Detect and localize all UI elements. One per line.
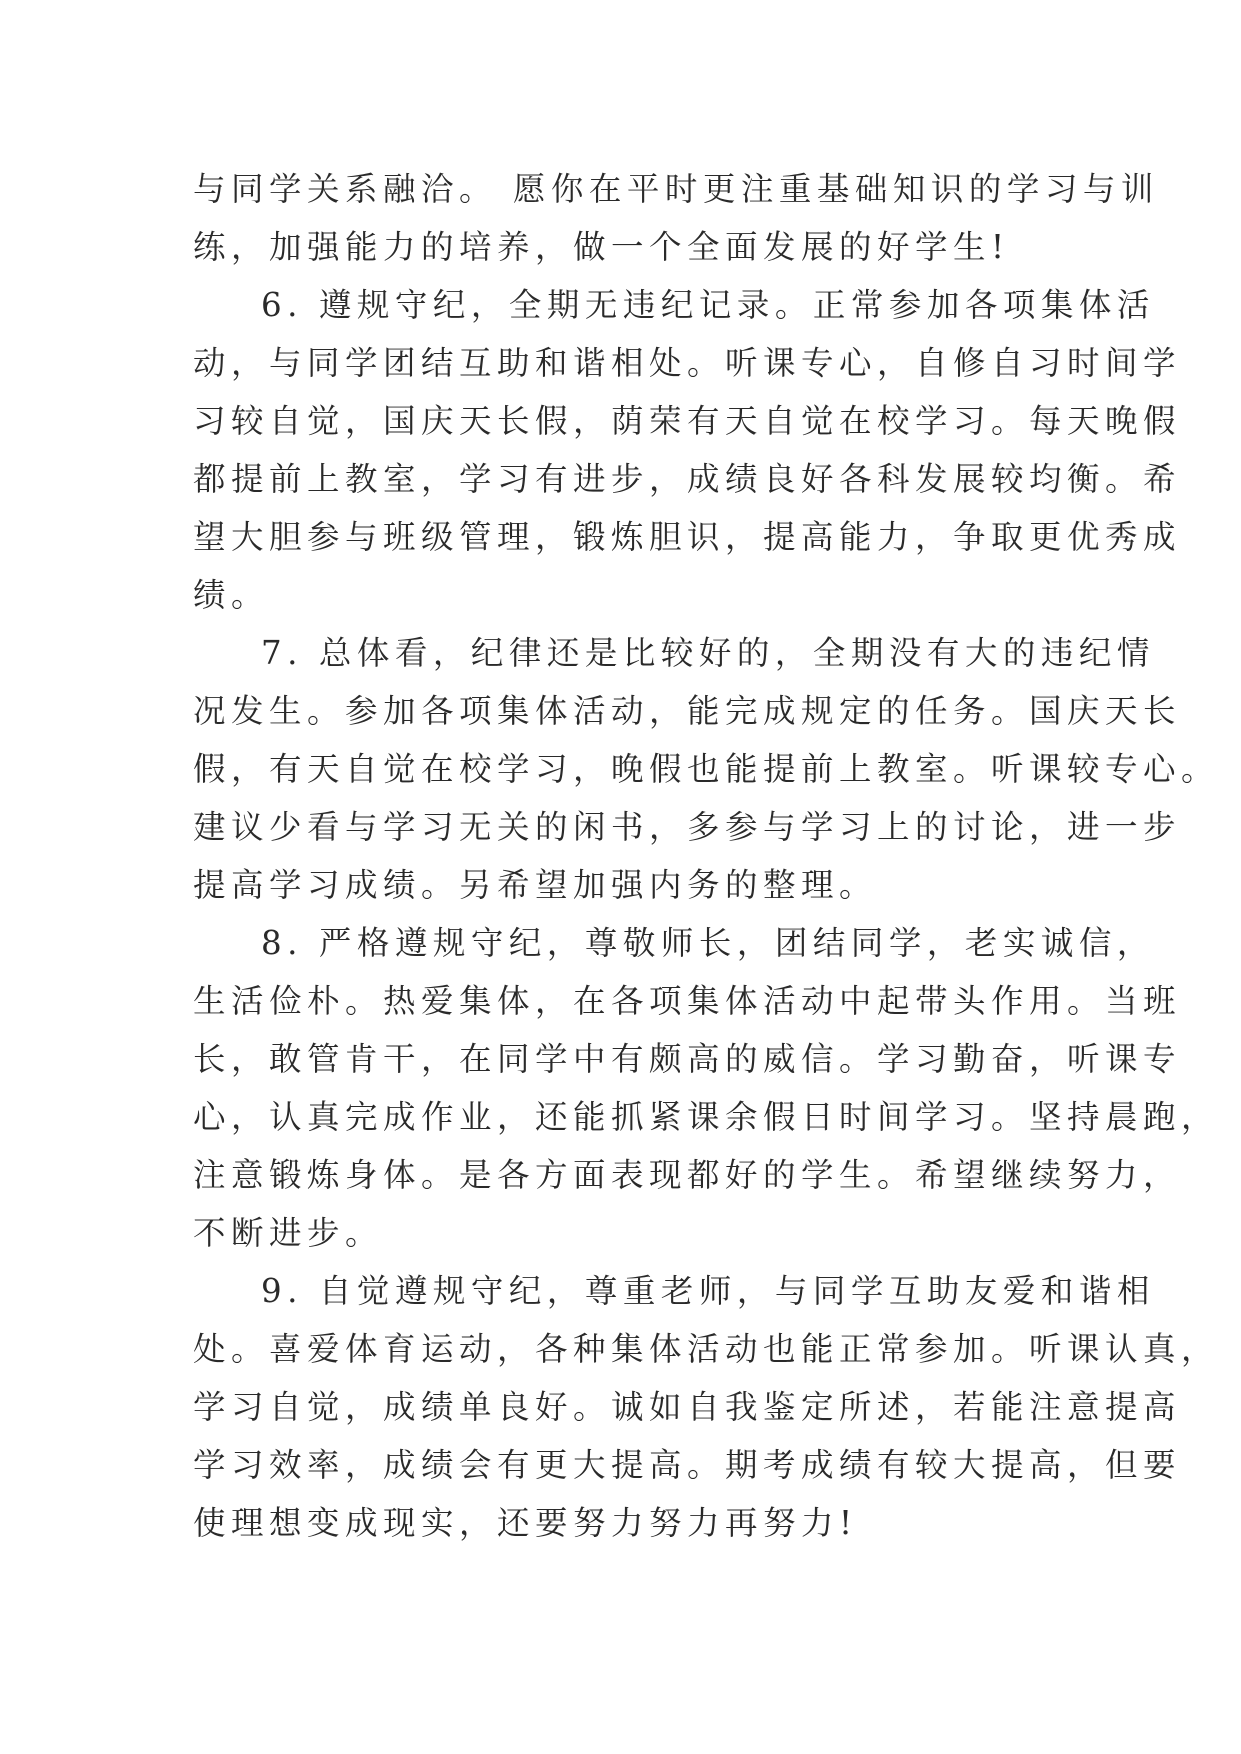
text-line: 练，加强能力的培养，做一个全面发展的好学生! [193, 228, 1010, 266]
text-line: 注意锻炼身体。是各方面表现都好的学生。希望继续努力， [193, 1156, 1182, 1194]
text-line: 望大胆参与班级管理，锻炼胆识，提高能力，争取更优秀成 [193, 518, 1182, 556]
text-line: 6. 遵规守纪，全期无违纪记录。正常参加各项集体活 [261, 286, 1155, 324]
text-line: 提高学习成绩。另希望加强内务的整理。 [193, 866, 878, 904]
text-line: 学习效率，成绩会有更大提高。期考成绩有较大提高，但要 [193, 1446, 1182, 1484]
text-line: 生活俭朴。热爱集体，在各项集体活动中起带头作用。当班 [193, 982, 1182, 1020]
text-line: 都提前上教室，学习有进步，成绩良好各科发展较均衡。希 [193, 460, 1182, 498]
paragraph [193, 1262, 1220, 1552]
text-line: 8. 严格遵规守纪，尊敬师长，团结同学，老实诚信， [261, 924, 1155, 962]
paragraph [193, 914, 1220, 1262]
text-line: 习较自觉，国庆天长假，荫荣有天自觉在校学习。每天晚假 [193, 402, 1182, 440]
text-line: 动，与同学团结互助和谐相处。听课专心，自修自习时间学 [193, 344, 1182, 382]
text-line: 处。喜爱体育运动，各种集体活动也能正常参加。听课认真， [193, 1330, 1220, 1368]
paragraph [193, 276, 1182, 624]
text-line: 与同学关系融洽。 愿你在平时更注重基础知识的学习与训 [193, 170, 1159, 208]
text-line: 7. 总体看，纪律还是比较好的，全期没有大的违纪情 [261, 634, 1155, 672]
text-line: 不断进步。 [193, 1214, 384, 1252]
text-line: 心，认真完成作业，还能抓紧课余假日时间学习。坚持晨跑， [193, 1098, 1220, 1136]
text-line: 9. 自觉遵规守纪，尊重老师，与同学互助友爱和谐相 [261, 1272, 1155, 1310]
paragraph [193, 624, 1220, 914]
paragraph [193, 160, 1159, 276]
document-body [193, 160, 1220, 1552]
text-line: 绩。 [193, 576, 270, 614]
text-line: 况发生。参加各项集体活动，能完成规定的任务。国庆天长 [193, 692, 1182, 730]
text-line: 建议少看与学习无关的闲书，多参与学习上的讨论，进一步 [193, 808, 1182, 846]
text-line: 假，有天自觉在校学习，晚假也能提前上教室。听课较专心。 [193, 750, 1220, 788]
text-line: 学习自觉，成绩单良好。诚如自我鉴定所述，若能注意提高 [193, 1388, 1182, 1426]
text-line: 使理想变成现实，还要努力努力再努力! [193, 1504, 858, 1542]
text-line: 长，敢管肯干，在同学中有颇高的威信。学习勤奋，听课专 [193, 1040, 1182, 1078]
